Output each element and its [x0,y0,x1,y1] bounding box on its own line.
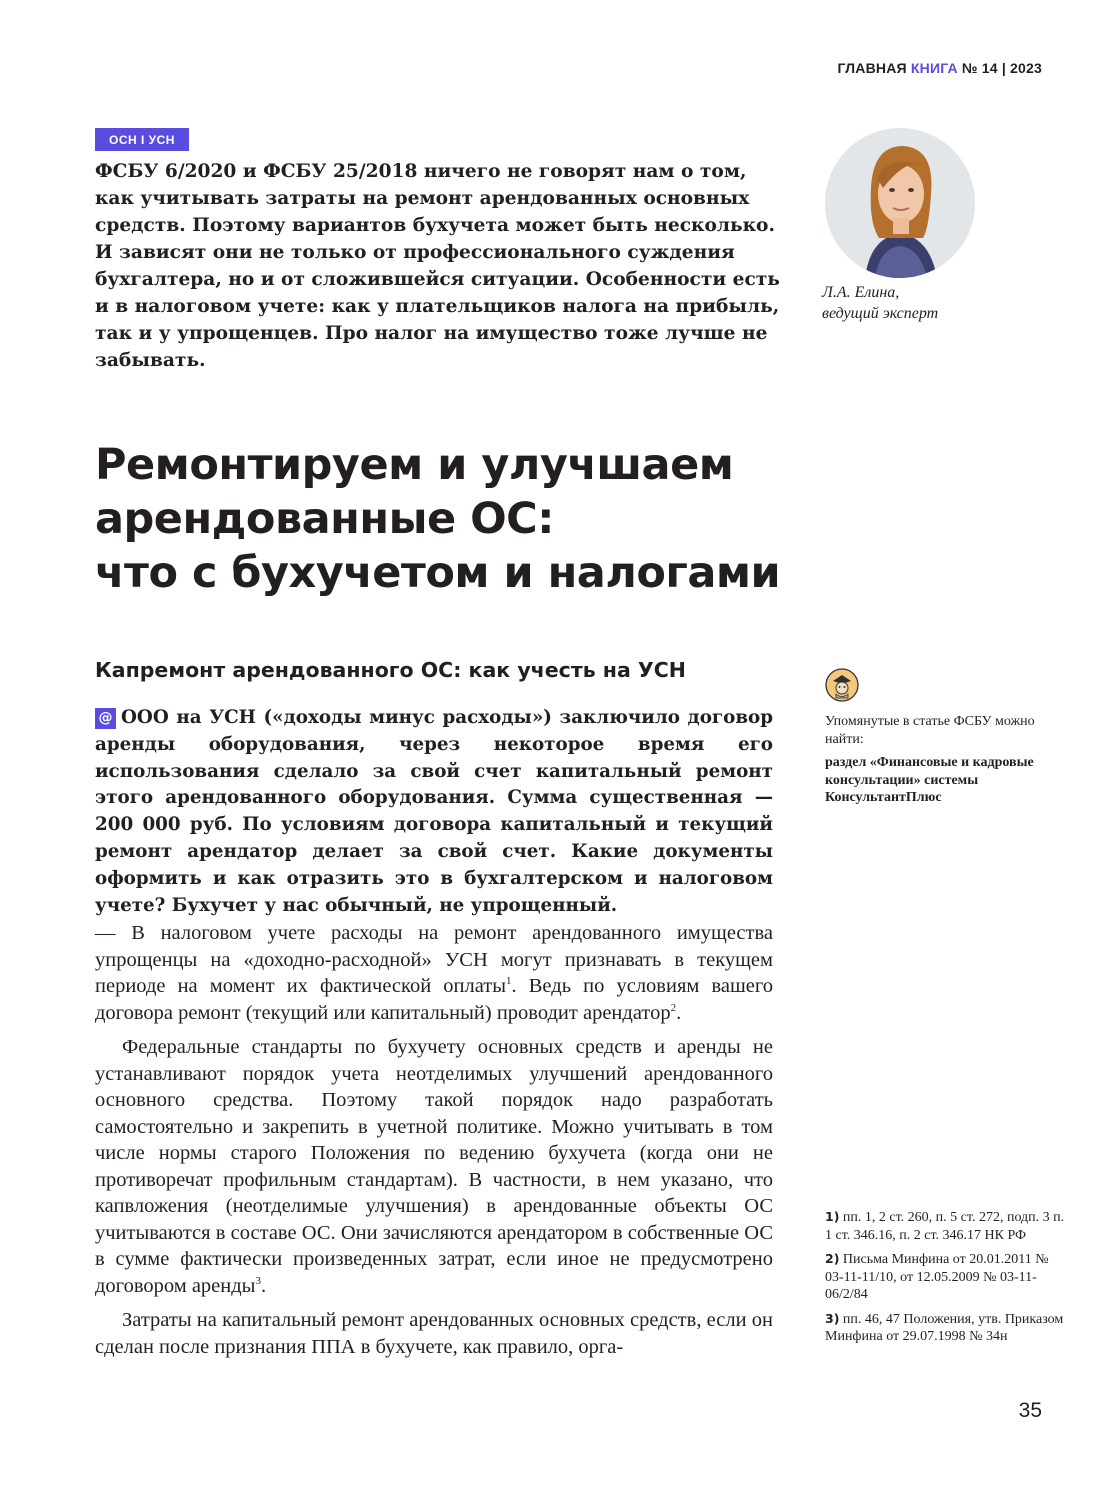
footnote: 1) пп. 1, 2 ст. 260, п. 5 ст. 272, подп. 3 п. 1 ст. 346.16, п. 2 ст. 346.17 НК РФ [825,1209,1065,1243]
article-body [95,920,773,1368]
body-paragraph: Затраты на капитальный ремонт арендованных основных средств, если он сделан после признания ППА в бухучете, как правило, орга- [95,1309,773,1358]
footnotes [825,1208,1065,1352]
footnote: 2) Письма Минфина от 20.01.2011 № 03-11-11/10, от 12.05.2009 № 03-11-06/2/84 [825,1251,1049,1302]
sidebar-note: Упомянутые в статье ФСБУ можно найти: раздел «Финансовые и кадровые консультации» системы КонсультантПлюс [825,713,1055,807]
author-caption [822,282,938,324]
at-sign-icon: @ [95,708,116,729]
page-number: 35 [1018,1399,1042,1422]
footnote: 3) пп. 46, 47 Положения, утв. Приказом Минфина от 29.07.1998 № 34н [825,1310,1064,1344]
category-tag: ОСН І УСН [95,128,189,151]
lead-paragraph: ФСБУ 6/2020 и ФСБУ 25/2018 ничего не говорят нам о том, как учитывать затраты на ремонт арендованных основных средств. Поэтому вариантов бухучета может быть несколько. И зависят они не только от профессионального суждения бухгалтера, но и от сложившейся ситуации. Особенности есть и в налоговом учете: как у плательщиков налога на прибыль, так и у упрощенцев. Про налог на имущество тоже лучше не забывать. [95,161,780,371]
footnote-ref: 1 [506,975,512,988]
author-role: ведущий эксперт [822,305,939,322]
author-name: Л.А. Елина, [822,284,900,301]
running-header: ГЛАВНАЯ КНИГА № 14 | 2023 [837,60,1042,76]
author-photo [825,128,975,278]
footnote-ref: 3 [255,1274,261,1287]
body-paragraph: — В налоговом учете расходы на ремонт арендованного имущества упрощенцы на «доходно-расходной» УСН могут признавать в текущем периоде на момент их фактической оплаты$^1$. Ведь по условиям вашего договора ремонт (текущий или капитальный) проводит арендатор$^2$. [95,922,773,1024]
reader-question: @ ООО на УСН («доходы минус расходы») заключило договор аренды оборудования, через некоторое время его использования сделало за свой счет капитальный ремонт этого арендованного оборудования. Сумма существенная — 200 000 руб. По условиям договора капитальный и текущий ремонт арендатор делает за свой счет. Какие документы оформить и как отразить это в бухгалтерском и налоговом учете? Бухучет у нас обычный, не упрощенный. [95,707,773,916]
section-subheading: Капремонт арендованного ОС: как учесть на УСН [95,658,686,682]
sidebar-note-source: раздел «Финансовые и кадровые консультации» системы КонсультантПлюс [825,755,1034,805]
expert-caricature-icon [825,668,859,702]
footnote-ref: 2 [670,1001,677,1014]
article-title: Ремонтируем и улучшаем арендованные ОС: что с бухучетом и налогами [95,440,781,598]
body-paragraph: Федеральные стандарты по бухучету основных средств и аренды не устанавливают порядок учета неотделимых улучшений арендованного основного средства. Поэтому такой порядок надо разработать самостоятельно и закрепить в учетной политике. Можно учитывать в том числе нормы старого Положения по ведению бухучета (когда они не противоречат профильным стандартам). В частности, в нем указано, что капвложения (неотделимые улучшения) в арендованные объекты ОС учитываются в составе ОС. Они зачисляются арендатором в собственные ОС в сумме фактически произведенных затрат, если иное не предусмотрено договором аренды$^3$. [95,1036,773,1297]
